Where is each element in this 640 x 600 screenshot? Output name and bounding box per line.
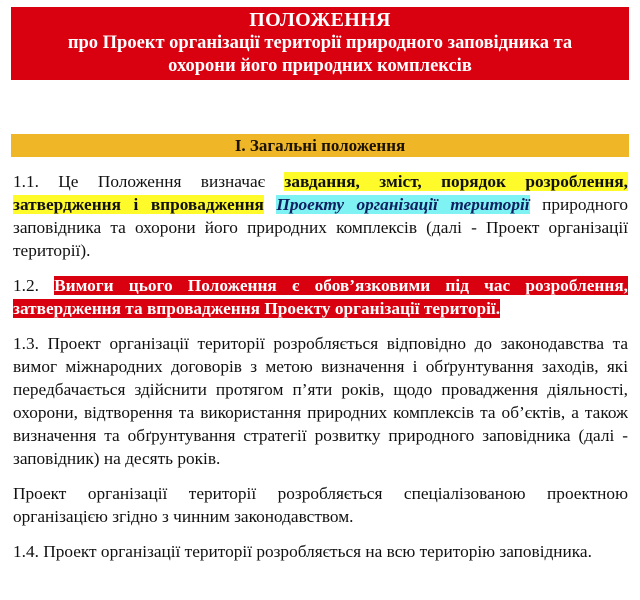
section-heading: І. Загальні положення xyxy=(11,134,629,157)
paragraph-1-2 xyxy=(13,274,628,320)
paragraph-1-1-suffix: природного заповідника та охорони його природних комплексів (далі - Проект організації території). xyxy=(13,195,628,260)
highlight-yellow-text: завдання, зміст, порядок розроблення, затвердження і впровадження xyxy=(13,172,628,214)
document-subtitle-line-2: охорони його природних комплексів xyxy=(168,56,472,76)
highlight-cyan-text: Проекту організації території xyxy=(276,195,530,214)
space xyxy=(264,195,277,214)
paragraph-1-4: 1.4. Проект організації території розробляється на всю територію заповідника. xyxy=(13,542,592,561)
paragraph-1-1 xyxy=(13,170,628,262)
paragraph-1-3: 1.3. Проект організації території розробляється відповідно до законодавства та вимог міжнародних договорів з метою визначення і обґрунтування заходів, які передбачається здійснити протягом п’яти років, щодо провадження діяльності, охорони, відтворення та використання природних комплексів та об’єктів, а також визначення та обґрунтування стратегії розвитку природного заповідника (далі - заповідник) на десять років. xyxy=(13,334,628,468)
highlight-red-text: Вимоги цього Положення є обов’язковими під час розроблення, затвердження та впровадження Проекту організації території. xyxy=(13,276,628,318)
document-title-banner xyxy=(11,7,629,80)
document-title: ПОЛОЖЕННЯ xyxy=(249,9,391,31)
document-subtitle-line-1: про Проект організації території природного заповідника та xyxy=(67,33,573,53)
paragraph-1-2-prefix: 1.2. xyxy=(13,276,55,295)
paragraph-1-3-continued: Проект організації території розробляється спеціалізованою проектною організацією згідно з чинним законодавством. xyxy=(13,484,628,526)
paragraph-1-1-prefix: 1.1. Це Положення визначає xyxy=(13,172,285,191)
document-body xyxy=(13,170,628,575)
